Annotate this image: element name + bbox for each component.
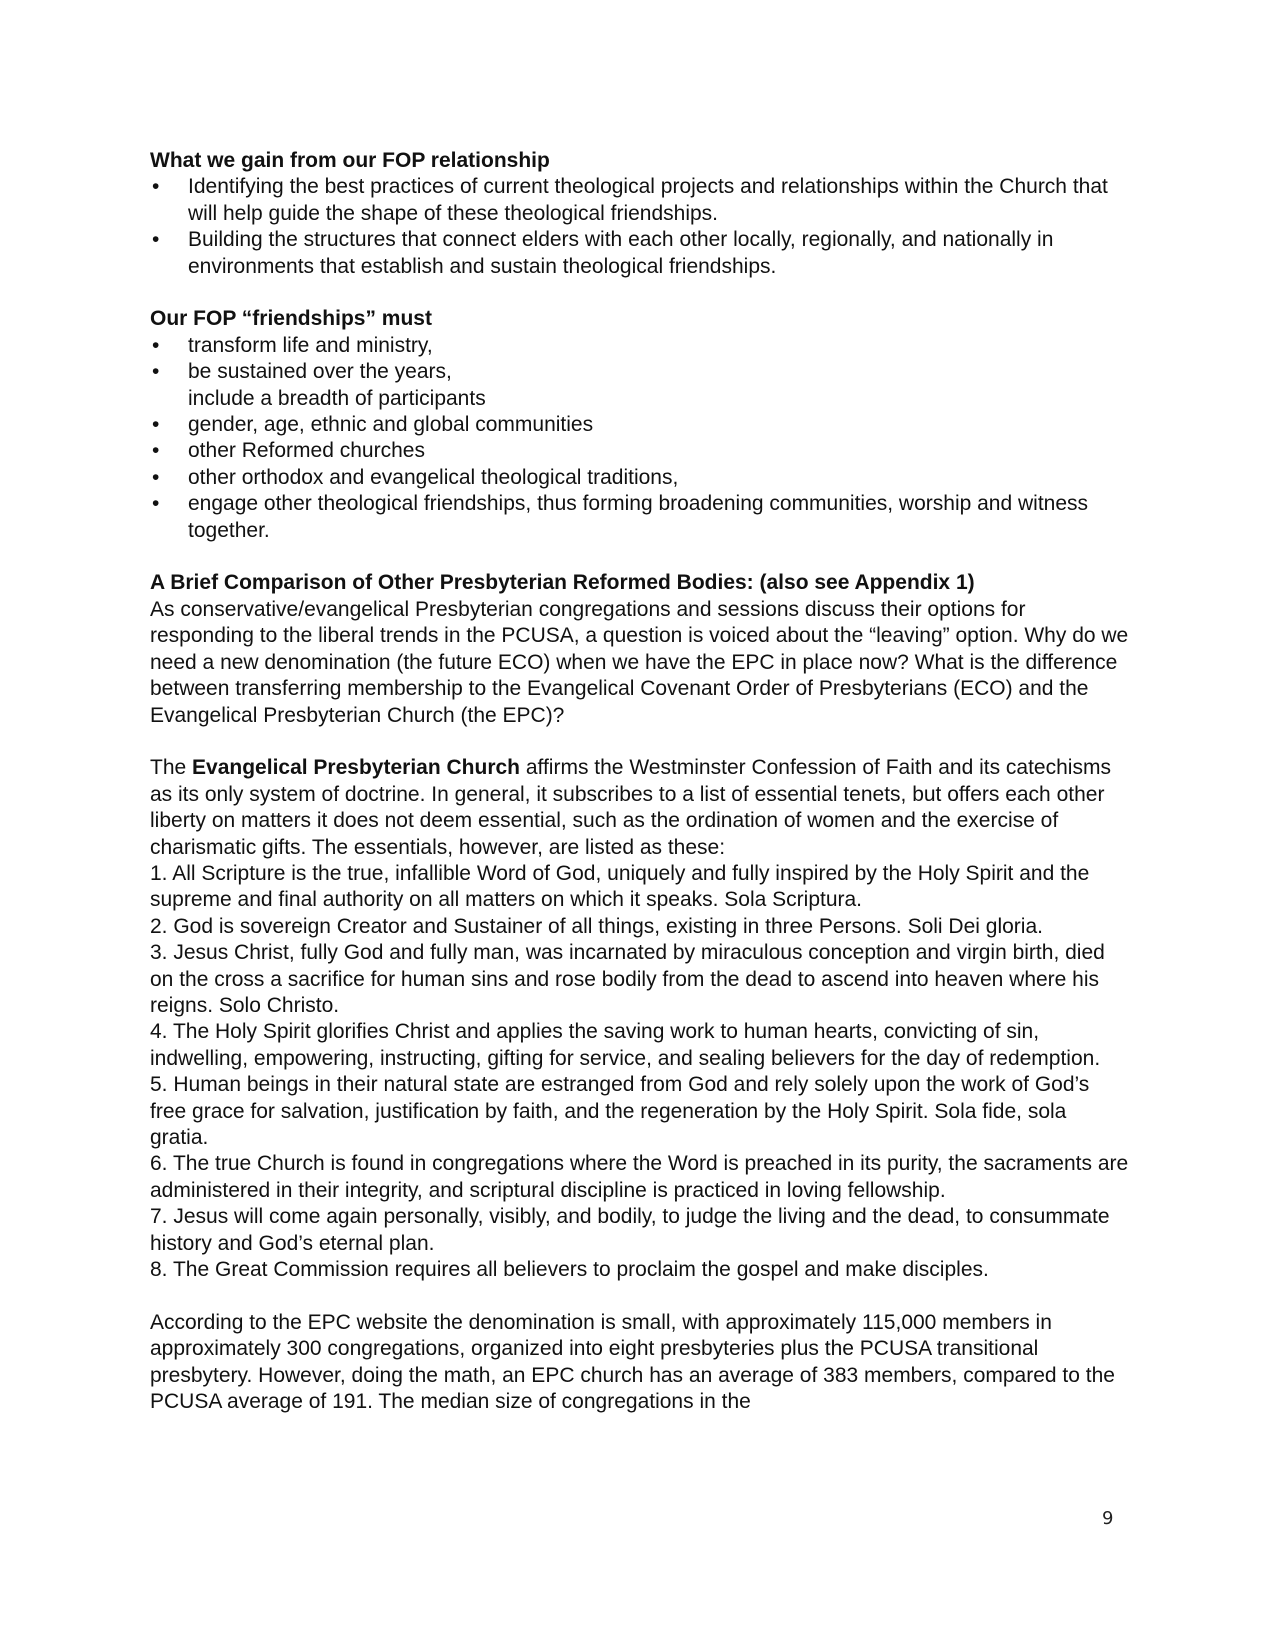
section-heading-comparison: A Brief Comparison of Other Presbyterian Reformed Bodies: (also see Appendix 1) xyxy=(150,571,975,595)
comparison-paragraph: As conservative/evangelical Presbyterian congregations and sessions discuss their options for responding to the liberal trends in the PCUSA, a question is voiced about the “leaving” option. Why do we need a new denomination (the future ECO) when we have the EPC in place now? What is the difference between transferring membership to the Evangelical Covenant Order of Presbyterians (ECO) and the Evangelical Presbyterian Church (the EPC)? xyxy=(150,597,1129,727)
page-number: 9 xyxy=(1102,1508,1114,1529)
essential-item: 4. The Holy Spirit glorifies Christ and applies the saving work to human hearts, convicting of sin, indwelling, empowering, instructing, gifting for service, and sealing believers for the day of redemption. xyxy=(150,1020,1101,1070)
essentials-list xyxy=(150,861,1130,1284)
list-item: • Building the structures that connect elders with each other locally, regionally, and nationally in environments that establish and sustain theological friendships. xyxy=(150,227,1130,280)
list-item: • be sustained over the years, xyxy=(150,359,1130,385)
spacer xyxy=(150,1283,1130,1309)
epc-intro-paragraph xyxy=(150,755,1130,861)
fop-friendships-list xyxy=(150,333,1130,544)
section-heading-fop-gains: What we gain from our FOP relationship xyxy=(150,149,550,172)
essential-item: 1. All Scripture is the true, infallible Word of God, uniquely and fully inspired by the Holy Spirit and the supreme and final authority on all matters on which it speaks. Sola Scriptura. xyxy=(150,861,1090,912)
section-heading-fop-friendships: Our FOP “friendships” must xyxy=(150,307,432,331)
essential-item: 7. Jesus will come again personally, visibly, and bodily, to judge the living and the dead, to consummate history and God’s eternal plan. xyxy=(150,1205,1110,1255)
essential-item: 8. The Great Commission requires all believers to proclaim the gospel and make disciples. xyxy=(150,1258,989,1282)
list-item: • Identifying the best practices of current theological projects and relationships within the Church that will help guide the shape of these theological friendships. xyxy=(150,174,1130,227)
essential-item: 3. Jesus Christ, fully God and fully man, was incarnated by miraculous conception and virgin birth, died on the cross a sacrifice for human sins and rose bodily from the dead to ascend into heaven where his reigns. Solo Christo. xyxy=(150,941,1105,1017)
essential-item: 5. Human beings in their natural state are estranged from God and rely solely upon the work of God’s free grace for salvation, justification by faith, and the regeneration by the Holy Spirit. Sola fide, sola gratia. xyxy=(150,1073,1090,1149)
fop-gains-list xyxy=(150,174,1130,280)
list-item: • engage other theological friendships, thus forming broadening communities, worship and witness together. xyxy=(150,491,1130,544)
list-item: • gender, age, ethnic and global communities xyxy=(150,412,1130,438)
spacer xyxy=(150,729,1130,755)
epc-intro-post: affirms the Westminster Confession of Faith and its catechisms as its only system of doctrine. In general, it subscribes to a list of essential tenets, but offers each other liberty on matters it does not deem essential, such as the ordination of women and the exercise of charismatic gifts. The essentials, however, are listed as these: xyxy=(150,756,1111,859)
spacer xyxy=(150,280,1130,306)
list-item: • other Reformed churches xyxy=(150,438,1130,464)
list-item: • transform life and ministry, xyxy=(150,333,1130,359)
list-item: • other orthodox and evangelical theological traditions, xyxy=(150,465,1130,491)
essential-item: 2. God is sovereign Creator and Sustainer of all things, existing in three Persons. Soli Dei gloria. xyxy=(150,914,1043,938)
epc-name-bold: Evangelical Presbyterian Church xyxy=(192,756,520,780)
epc-intro-pre: The xyxy=(150,756,193,780)
document-page xyxy=(150,148,1130,1415)
epc-size-paragraph: According to the EPC website the denomination is small, with approximately 115,000 members in approximately 300 congregations, organized into eight presbyteries plus the PCUSA transitional presbytery. However, doing the math, an EPC church has an average of 383 members, compared to the PCUSA average of 191. The median size of congregations in the xyxy=(150,1310,1115,1414)
spacer xyxy=(150,544,1130,570)
list-item: include a breadth of participants xyxy=(188,386,486,410)
essential-item: 6. The true Church is found in congregations where the Word is preached in its purity, the sacraments are administered in their integrity, and scriptural discipline is practiced in loving fellowship. xyxy=(150,1152,1129,1202)
